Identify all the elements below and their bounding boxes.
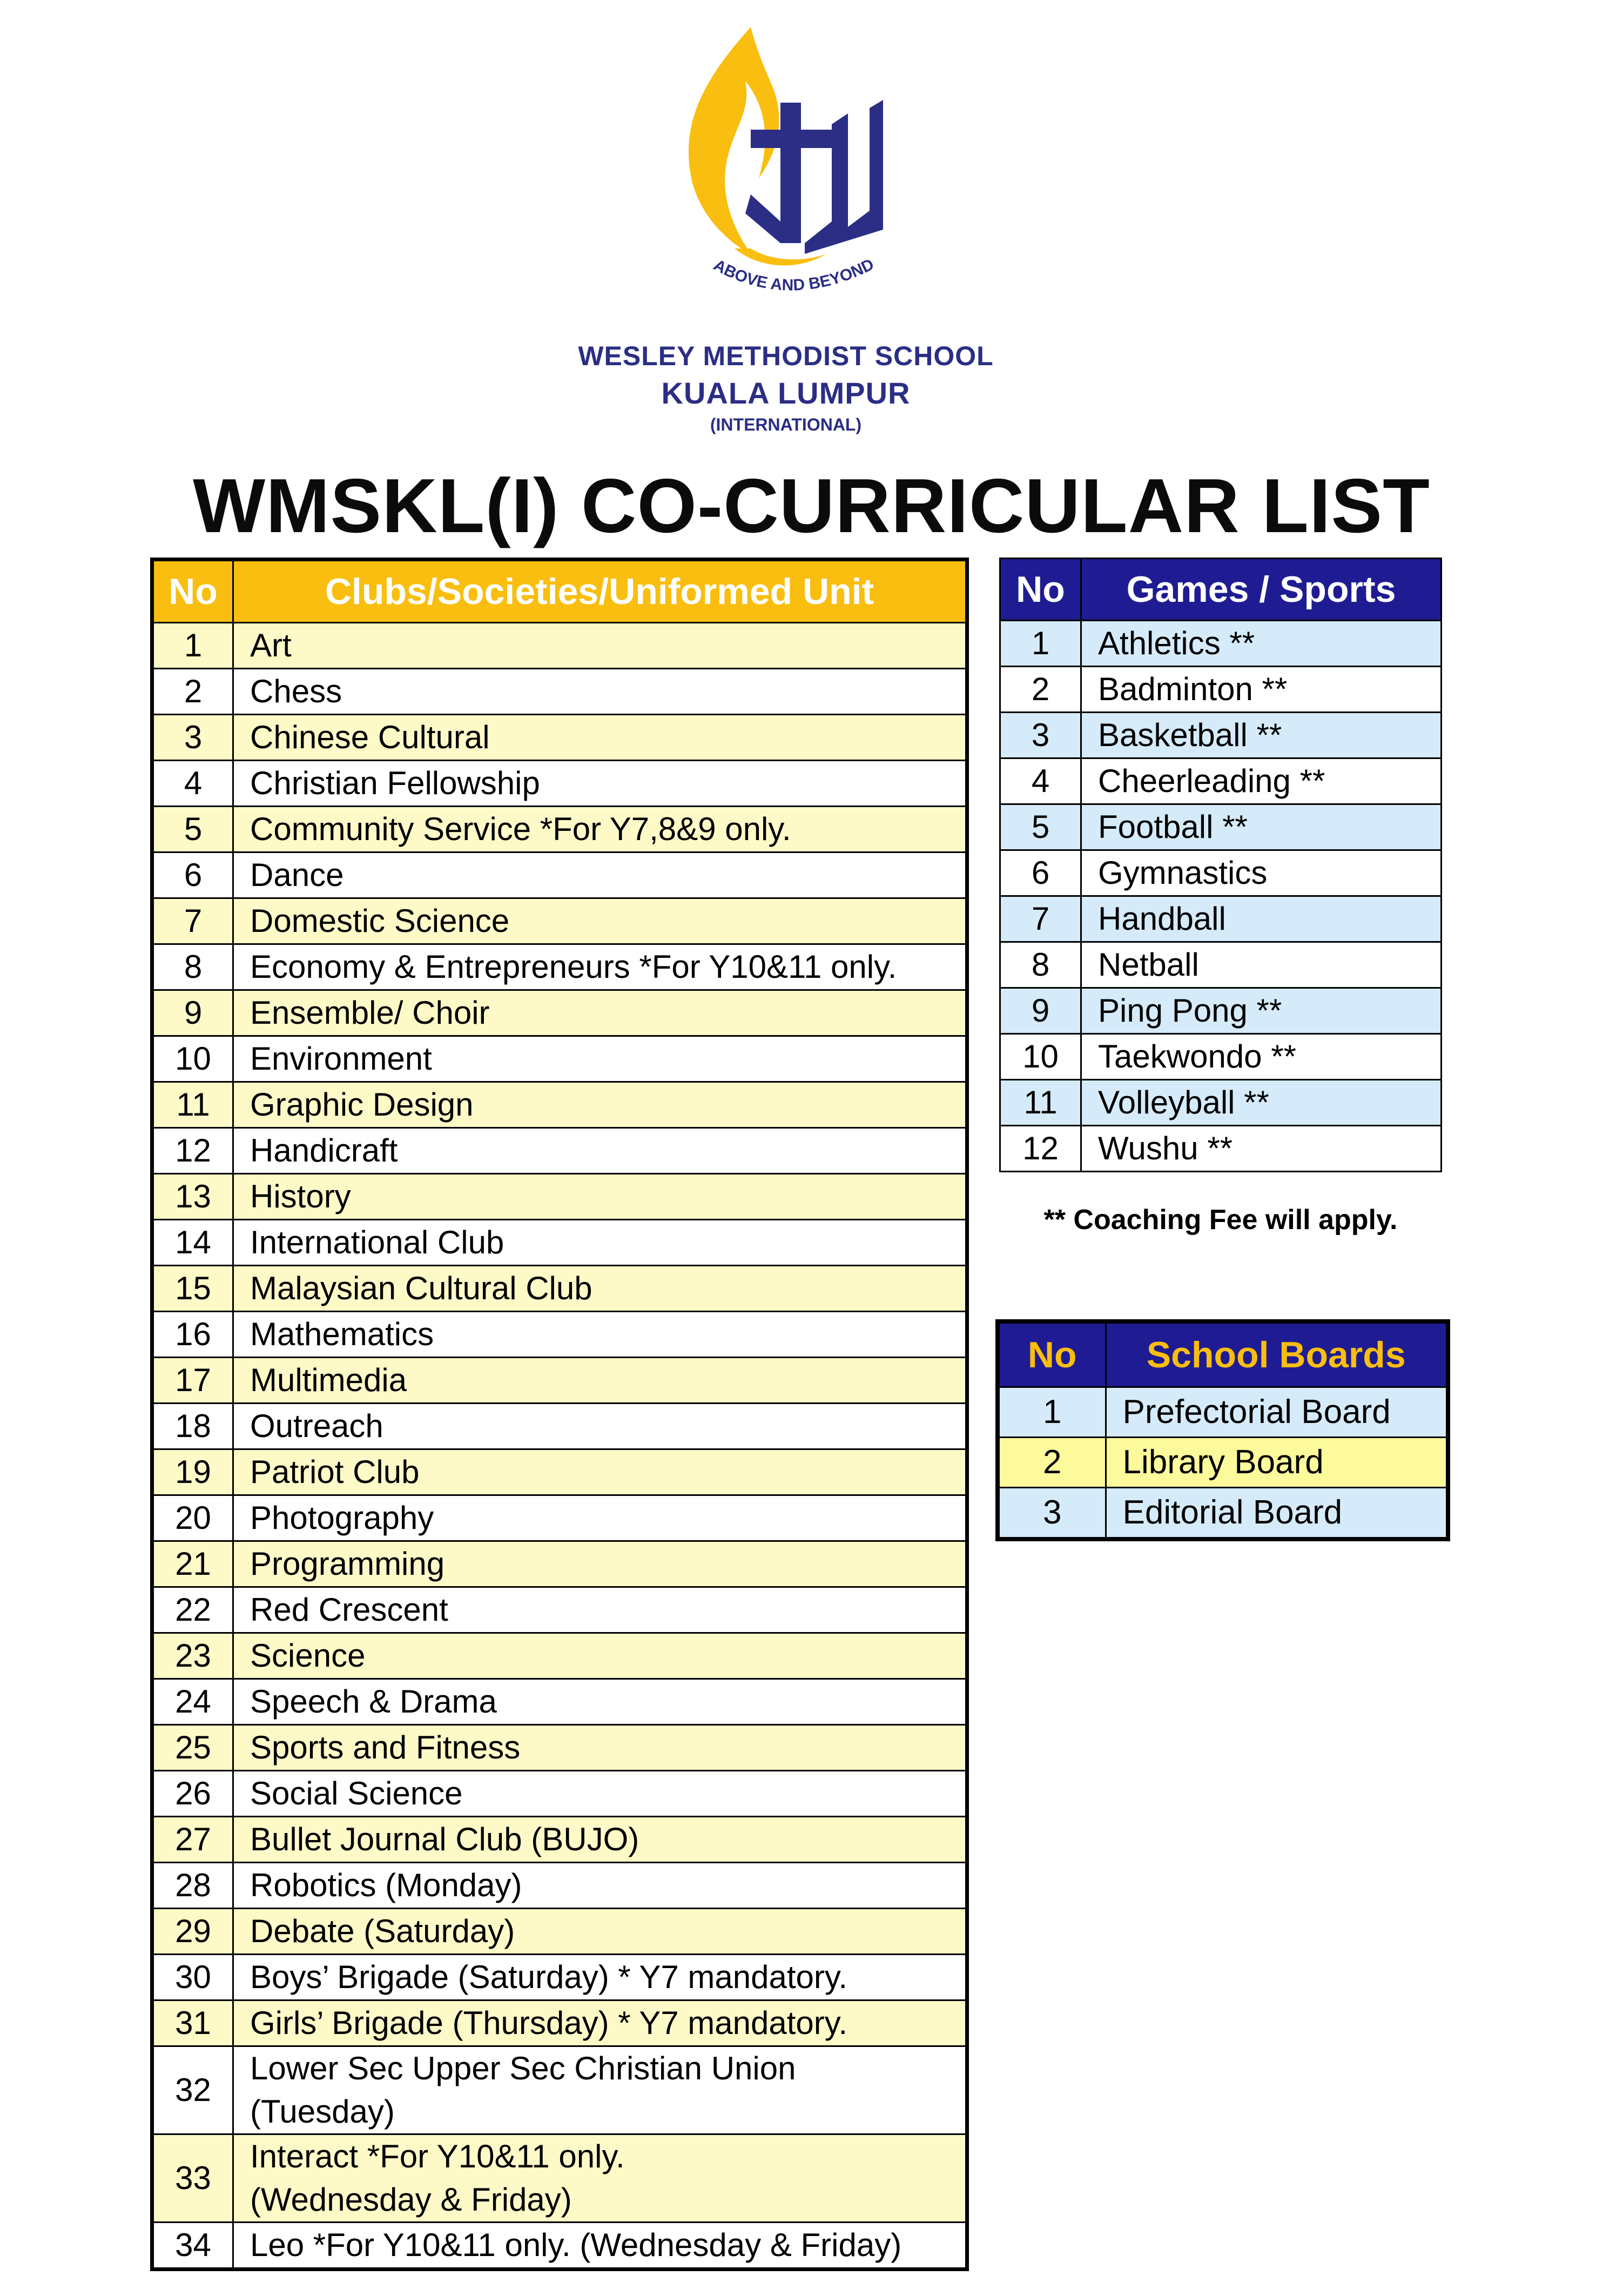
row-name: Volleyball ** <box>1081 1080 1442 1126</box>
row-name: Athletics ** <box>1081 621 1442 667</box>
row-number: 19 <box>152 1449 233 1495</box>
row-name: Red Crescent <box>233 1587 967 1633</box>
table-row <box>152 990 967 1036</box>
table-row <box>152 1036 967 1082</box>
row-name: Prefectorial Board <box>1106 1387 1448 1438</box>
row-number: 4 <box>152 761 233 807</box>
row-number: 7 <box>152 898 233 944</box>
table-row <box>152 1587 967 1633</box>
row-name: Science <box>233 1633 967 1679</box>
table-row <box>1000 758 1442 804</box>
row-name: Debate (Saturday) <box>233 1909 967 1955</box>
clubs-header-no: No <box>152 560 233 623</box>
row-name: Cheerleading ** <box>1081 758 1442 804</box>
row-number: 1 <box>998 1387 1106 1438</box>
row-name: International Club <box>233 1220 967 1266</box>
row-name: Library Board <box>1106 1438 1448 1488</box>
table-row <box>152 1633 967 1679</box>
table-row <box>1000 804 1442 850</box>
clubs-header-name: Clubs/Societies/Uniformed Unit <box>233 560 967 623</box>
table-row <box>152 944 967 990</box>
table-row <box>152 1220 967 1266</box>
table-row <box>998 1387 1448 1438</box>
table-row <box>1000 850 1442 896</box>
row-name: Graphic Design <box>233 1082 967 1128</box>
row-name: Mathematics <box>233 1312 967 1358</box>
row-name: Football ** <box>1081 804 1442 850</box>
row-number: 15 <box>152 1266 233 1312</box>
row-number: 21 <box>152 1541 233 1587</box>
boards-header-no: No <box>998 1321 1106 1387</box>
row-number: 9 <box>152 990 233 1036</box>
row-name: Patriot Club <box>233 1449 967 1495</box>
row-number: 27 <box>152 1817 233 1863</box>
table-row <box>1000 988 1442 1034</box>
table-row <box>152 2134 967 2223</box>
row-number: 17 <box>152 1358 233 1404</box>
row-name: Girls’ Brigade (Thursday) * Y7 mandatory. <box>233 2000 967 2046</box>
row-name: Chess <box>233 669 967 715</box>
row-number: 2 <box>152 669 233 715</box>
table-row <box>1000 1034 1442 1080</box>
boards-table <box>995 1319 1450 1541</box>
table-row <box>152 715 967 761</box>
row-name: Malaysian Cultural Club <box>233 1266 967 1312</box>
table-row <box>152 623 967 669</box>
row-number: 14 <box>152 1220 233 1266</box>
row-number: 12 <box>1000 1126 1081 1172</box>
school-name-line1: WESLEY METHODIST SCHOOL <box>578 341 994 371</box>
table-row <box>152 669 967 715</box>
table-row <box>152 2223 967 2270</box>
row-number: 7 <box>1000 896 1081 942</box>
row-name: Leo *For Y10&11 only. (Wednesday & Friday) <box>233 2223 967 2270</box>
table-row <box>152 1541 967 1587</box>
row-number: 16 <box>152 1312 233 1358</box>
row-name: Chinese Cultural <box>233 715 967 761</box>
row-number: 6 <box>152 852 233 898</box>
row-name: Dance <box>233 852 967 898</box>
table-row <box>1000 1126 1442 1172</box>
row-name-line2: (Wednesday & Friday) <box>250 2181 572 2218</box>
row-number: 28 <box>152 1863 233 1909</box>
row-number: 25 <box>152 1725 233 1771</box>
row-name: Christian Fellowship <box>233 761 967 807</box>
row-name: Handball <box>1081 896 1442 942</box>
book-icon <box>805 100 883 254</box>
row-number: 8 <box>1000 942 1081 988</box>
row-name: Economy & Entrepreneurs *For Y10&11 only. <box>233 944 967 990</box>
table-row <box>152 1404 967 1449</box>
row-name: Wushu ** <box>1081 1126 1442 1172</box>
row-name: Multimedia <box>233 1358 967 1404</box>
row-name: History <box>233 1174 967 1220</box>
row-number: 1 <box>1000 621 1081 667</box>
table-row <box>1000 896 1442 942</box>
boards-header-name: School Boards <box>1106 1321 1448 1387</box>
motto-text: ABOVE AND BEYOND <box>710 255 877 294</box>
row-name: Photography <box>233 1495 967 1541</box>
row-number: 12 <box>152 1128 233 1174</box>
row-name-line1: Interact *For Y10&11 only. <box>250 2138 625 2174</box>
row-name: Badminton ** <box>1081 667 1442 713</box>
row-name-line1: Lower Sec Upper Sec Christian Union <box>250 2050 796 2086</box>
table-row <box>1000 1080 1442 1126</box>
table-row <box>152 1909 967 1955</box>
row-number: 6 <box>1000 850 1081 896</box>
table-row <box>152 1863 967 1909</box>
row-number: 13 <box>152 1174 233 1220</box>
row-number: 3 <box>998 1488 1106 1540</box>
row-name: Community Service *For Y7,8&9 only. <box>233 807 967 852</box>
table-row <box>152 1266 967 1312</box>
row-name: Editorial Board <box>1106 1488 1448 1540</box>
row-name: Ensemble/ Choir <box>233 990 967 1036</box>
row-number: 10 <box>152 1036 233 1082</box>
table-header <box>152 560 967 623</box>
row-number: 23 <box>152 1633 233 1679</box>
row-number: 33 <box>152 2134 233 2223</box>
table-row <box>152 1725 967 1771</box>
table-row <box>152 852 967 898</box>
page-title: WMSKL(I) CO-CURRICULAR LIST <box>193 463 1430 549</box>
table-row <box>152 1817 967 1863</box>
row-name: Handicraft <box>233 1128 967 1174</box>
row-number: 20 <box>152 1495 233 1541</box>
table-row <box>152 2046 967 2134</box>
row-number: 18 <box>152 1404 233 1449</box>
row-name: Ping Pong ** <box>1081 988 1442 1034</box>
table-row <box>152 2000 967 2046</box>
row-number: 26 <box>152 1771 233 1817</box>
row-number: 9 <box>1000 988 1081 1034</box>
row-name: Basketball ** <box>1081 713 1442 758</box>
row-name: Sports and Fitness <box>233 1725 967 1771</box>
row-number: 2 <box>998 1438 1106 1488</box>
row-name <box>233 2134 967 2223</box>
row-name: Domestic Science <box>233 898 967 944</box>
row-number: 2 <box>1000 667 1081 713</box>
coaching-fee-note: ** Coaching Fee will apply. <box>1043 1204 1398 1236</box>
row-number: 10 <box>1000 1034 1081 1080</box>
table-row <box>152 761 967 807</box>
table-row <box>1000 713 1442 758</box>
row-number: 5 <box>1000 804 1081 850</box>
table-row <box>998 1438 1448 1488</box>
row-name: Gymnastics <box>1081 850 1442 896</box>
table-row <box>152 807 967 852</box>
table-row <box>152 1312 967 1358</box>
sports-table <box>999 558 1442 1172</box>
row-name: Art <box>233 623 967 669</box>
row-number: 11 <box>1000 1080 1081 1126</box>
row-number: 8 <box>152 944 233 990</box>
row-name: Programming <box>233 1541 967 1587</box>
school-name-line3: (INTERNATIONAL) <box>710 415 862 434</box>
row-number: 11 <box>152 1082 233 1128</box>
row-number: 3 <box>152 715 233 761</box>
row-name: Outreach <box>233 1404 967 1449</box>
row-name: Speech & Drama <box>233 1679 967 1725</box>
clubs-table <box>150 558 969 2271</box>
table-row <box>998 1488 1448 1540</box>
cross-icon <box>780 103 801 243</box>
row-name: Taekwondo ** <box>1081 1034 1442 1080</box>
table-row <box>1000 621 1442 667</box>
row-number: 31 <box>152 2000 233 2046</box>
row-number: 3 <box>1000 713 1081 758</box>
table-row <box>152 1955 967 2000</box>
table-row <box>152 898 967 944</box>
row-number: 4 <box>1000 758 1081 804</box>
table-row <box>152 1174 967 1220</box>
table-header <box>998 1321 1448 1387</box>
table-row <box>152 1082 967 1128</box>
table-row <box>152 1771 967 1817</box>
table-row <box>152 1679 967 1725</box>
row-number: 29 <box>152 1909 233 1955</box>
row-number: 22 <box>152 1587 233 1633</box>
row-number: 34 <box>152 2223 233 2270</box>
row-number: 5 <box>152 807 233 852</box>
table-row <box>152 1128 967 1174</box>
row-name: Environment <box>233 1036 967 1082</box>
table-row <box>152 1495 967 1541</box>
table-row <box>1000 942 1442 988</box>
row-number: 24 <box>152 1679 233 1725</box>
table-row <box>152 1449 967 1495</box>
sports-header-name: Games / Sports <box>1081 559 1442 621</box>
table-header <box>1000 559 1442 621</box>
row-number: 30 <box>152 1955 233 2000</box>
row-number: 1 <box>152 623 233 669</box>
row-name: Boys’ Brigade (Saturday) * Y7 mandatory. <box>233 1955 967 2000</box>
row-name: Social Science <box>233 1771 967 1817</box>
row-name: Netball <box>1081 942 1442 988</box>
row-name-line2: (Tuesday) <box>250 2093 395 2130</box>
sports-header-no: No <box>1000 559 1081 621</box>
table-row <box>152 1358 967 1404</box>
row-name: Bullet Journal Club (BUJO) <box>233 1817 967 1863</box>
school-logo <box>670 16 907 319</box>
row-number: 32 <box>152 2046 233 2134</box>
row-name: Robotics (Monday) <box>233 1863 967 1909</box>
row-name <box>233 2046 967 2134</box>
school-name-line2: KUALA LUMPUR <box>661 376 911 410</box>
table-row <box>1000 667 1442 713</box>
